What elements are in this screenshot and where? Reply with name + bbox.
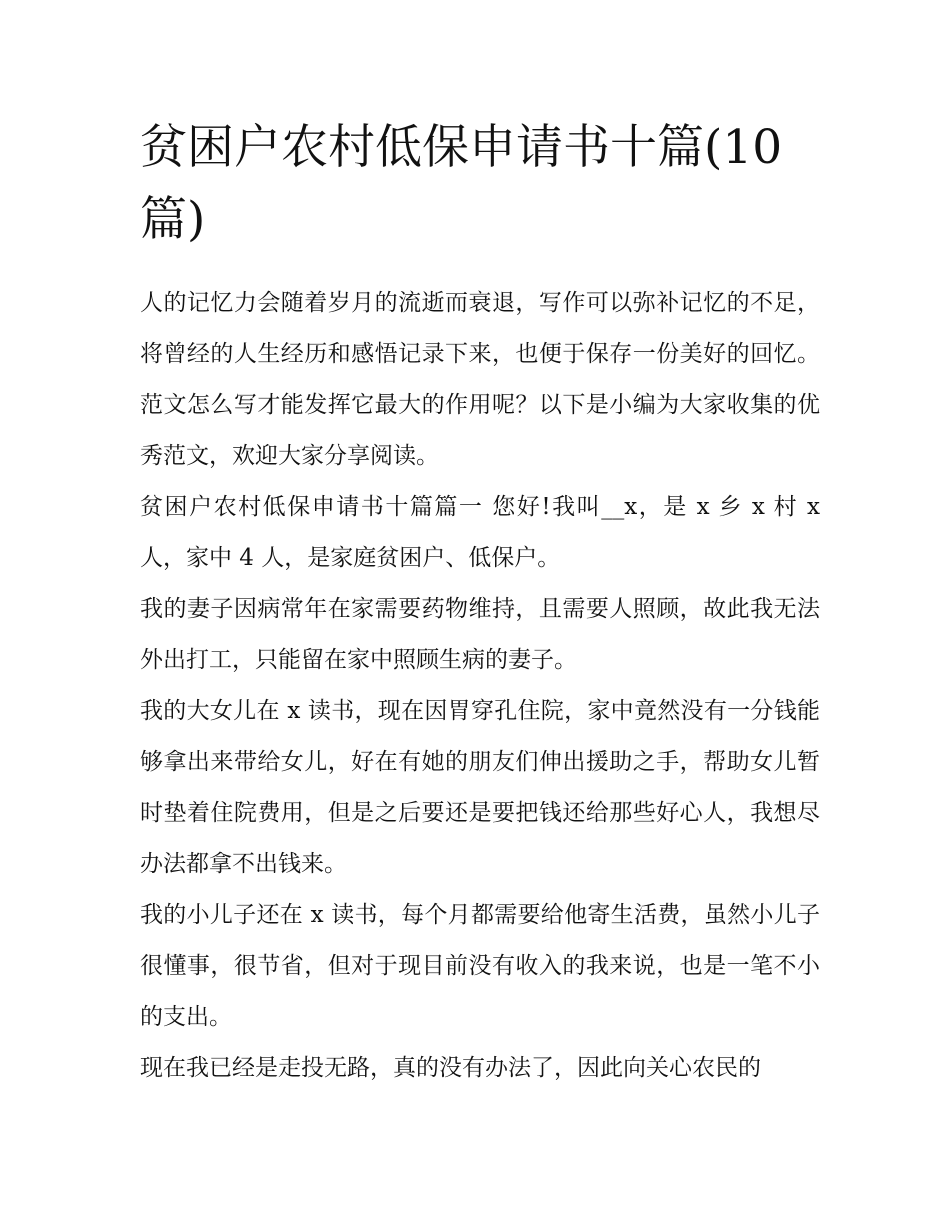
document-title: 贫困户农村低保申请书十篇(10篇) [140,120,783,247]
paragraph-request: 现在我已经是走投无路，真的没有办法了，因此向关心农民的 [140,1055,761,1081]
paragraph-applicant-info: 贫困户农村低保申请书十篇篇一 您好!我叫__x，是 x 乡 x 村 x 人，家中 4 人，是家庭贫困户、低保户。 [140,494,820,571]
document-body [140,278,820,1094]
paragraph-wife: 我的妻子因病常年在家需要药物维持，且需要人照顾，故此我无法外出打工，只能留在家中照顾生病的妻子。 [140,596,820,673]
paragraph-son: 我的小儿子还在 x 读书，每个月都需要给他寄生活费，虽然小儿子很懂事，很节省，但对于现目前没有收入的我来说，也是一笔不小的支出。 [140,902,820,1030]
paragraph-intro: 人的记忆力会随着岁月的流逝而衰退，写作可以弥补记忆的不足，将曾经的人生经历和感悟记录下来，也便于保存一份美好的回忆。范文怎么写才能发挥它最大的作用呢？以下是小编为大家收集的优秀范文，欢迎大家分享阅读。 [140,290,820,469]
paragraph-daughter: 我的大女儿在 x 读书，现在因胃穿孔住院，家中竟然没有一分钱能够拿出来带给女儿，好在有她的朋友们伸出援助之手，帮助女儿暂时垫着住院费用，但是之后要还是要把钱还给那些好心人，我想尽办法都拿不出钱来。 [140,698,820,877]
